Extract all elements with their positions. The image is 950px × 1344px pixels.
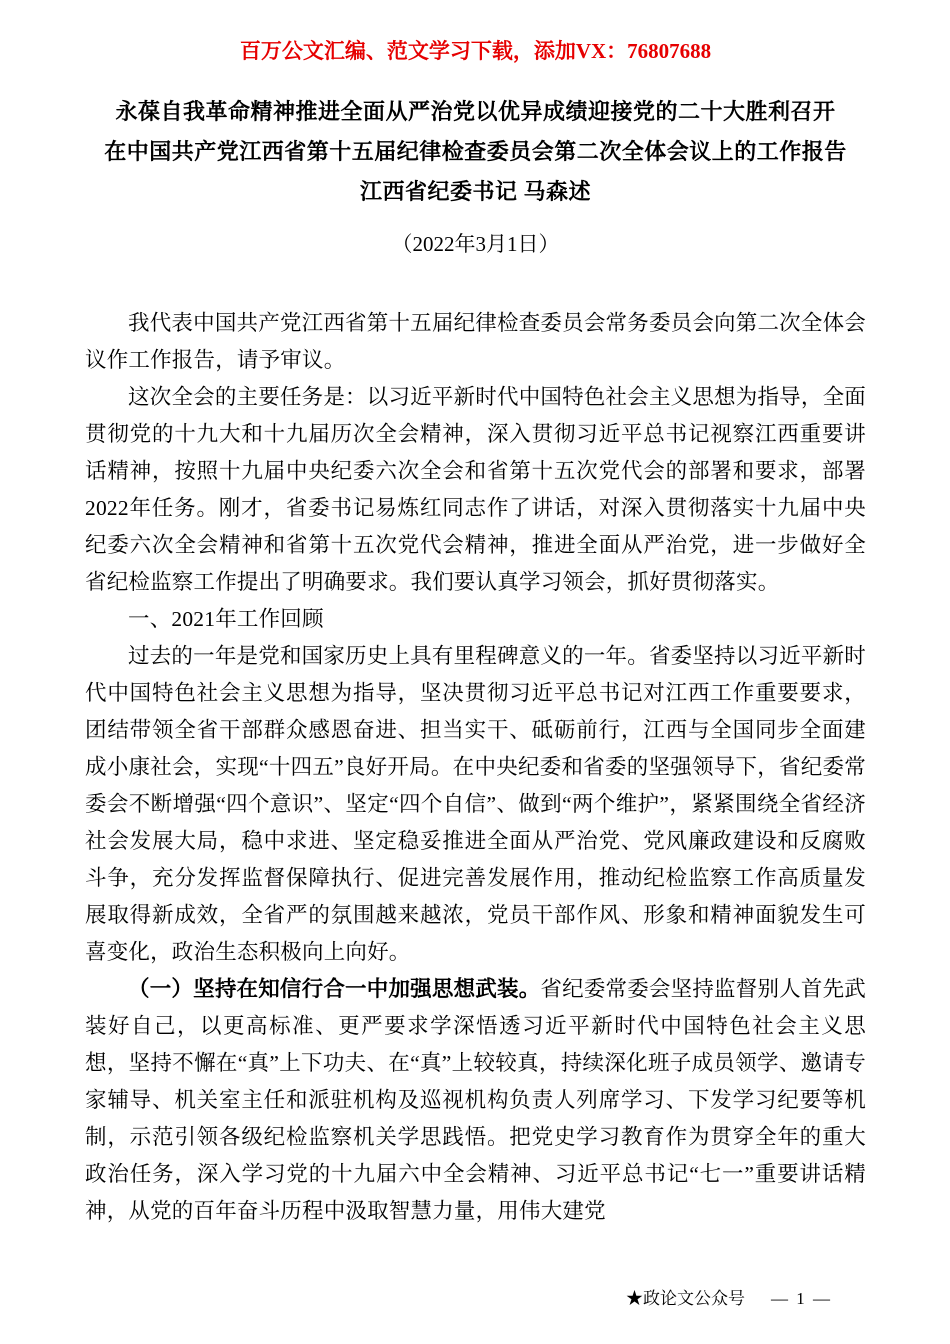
document-title-block — [85, 92, 866, 212]
document-title-line-1: 永葆自我革命精神推进全面从严治党以优异成绩迎接党的二十大胜利召开 — [115, 99, 836, 124]
page-footer — [626, 1288, 832, 1310]
paragraph-tasks: 这次全会的主要任务是：以习近平新时代中国特色社会主义思想为指导，全面贯彻党的十九大和十九届历次全会精神，深入贯彻习近平总书记视察江西重要讲话精神，按照十九届中央纪委六次全会和省第十五次党代会的部署和要求，部署2022年任务。刚才，省委书记易炼红同志作了讲话，对深入贯彻落实十九届中央纪委六次全会精神和省第十五次党代会精神，推进全面从严治党，进一步做好全省纪检监察工作提出了明确要求。我们要认真学习领会，抓好贯彻落实。 — [85, 385, 866, 594]
page-number: — 1 — — [771, 1289, 832, 1308]
document-body — [85, 305, 866, 1230]
section-heading-2021-review: 一、2021年工作回顾 — [128, 607, 324, 631]
paragraph-ideological-arming — [85, 971, 866, 1230]
subsection-bold-lead: （一）坚持在知信行合一中加强思想武装。 — [128, 977, 541, 1001]
document-author-line: 江西省纪委书记 马森述 — [359, 179, 591, 204]
header-promo-notice: 百万公文汇编、范文学习下载，添加VX：76807688 — [239, 39, 712, 63]
paragraph-intro: 我代表中国共产党江西省第十五届纪律检查委员会常务委员会向第二次全体会议作工作报告，请予审议。 — [85, 311, 866, 372]
footer-account-label: ★政论文公众号 — [626, 1289, 745, 1308]
document-title-line-2: 在中国共产党江西省第十五届纪律检查委员会第二次全体会议上的工作报告 — [104, 139, 847, 164]
paragraph-review-overview: 过去的一年是党和国家历史上具有里程碑意义的一年。省委坚持以习近平新时代中国特色社会主义思想为指导，坚决贯彻习近平总书记对江西工作重要要求，团结带领全省干部群众感恩奋进、担当实干、砥砺前行，江西与全国同步全面建成小康社会，实现“十四五”良好开局。在中央纪委和省委的坚强领导下，省纪委常委会不断增强“四个意识”、坚定“四个自信”、做到“两个维护”，紧紧围绕全省经济社会发展大局，稳中求进、坚定稳妥推进全面从严治党、党风廉政建设和反腐败斗争，充分发挥监督保障执行、促进完善发展作用，推动纪检监察工作高质量发展取得新成效，全省严的氛围越来越浓，党员干部作风、形象和精神面貌发生可喜变化，政治生态积极向上向好。 — [85, 644, 866, 964]
subsection-body-text: 省纪委常委会坚持监督别人首先武装好自己，以更高标准、更严要求学深悟透习近平新时代中国特色社会主义思想，坚持不懈在“真”上下功夫、在“真”上较较真，持续深化班子成员领学、邀请专家辅导、机关室主任和派驻机构及巡视机构负责人列席学习、下发学习纪要等机制，示范引领各级纪检监察机关学思践悟。把党史学习教育作为贯穿全年的重大政治任务，深入学习党的十九届六中全会精神、习近平总书记“七一”重要讲话精神，从党的百年奋斗历程中汲取智慧力量，用伟大建党 — [85, 977, 866, 1223]
document-date: （2022年3月1日） — [391, 232, 560, 256]
